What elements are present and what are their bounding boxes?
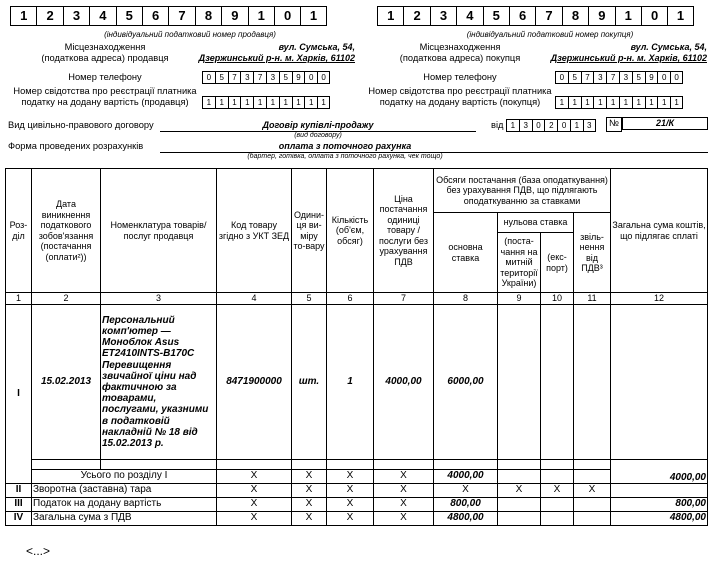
seller-cert <box>202 96 330 109</box>
digit-box: 7 <box>228 71 241 84</box>
digit-box: 4 <box>89 6 115 26</box>
digit-box: 3 <box>240 71 253 84</box>
header-section: Роз-діл <box>6 169 32 293</box>
digit-box: 2 <box>36 6 62 26</box>
digit-box: 1 <box>570 119 583 132</box>
seller-phone-label: Номер телефону <box>68 72 142 82</box>
digit-box: 1 <box>506 119 519 132</box>
invoice-table <box>5 168 708 526</box>
contract-type-caption: (вид договору) <box>294 132 342 139</box>
subtotal-basic: 4000,00 <box>434 470 498 484</box>
digit-box: 5 <box>568 71 581 84</box>
payment-caption: (бартер, готівка, оплата з поточного рахунка, чек тощо) <box>247 153 443 160</box>
digit-box: 9 <box>221 6 247 26</box>
digit-box: 2 <box>403 6 429 26</box>
digit-box: 0 <box>657 71 670 84</box>
digit-box: 7 <box>168 6 194 26</box>
header-qty: Кількість (об'єм, обсяг) <box>327 169 374 293</box>
digit-box: 0 <box>557 119 570 132</box>
digit-box: 1 <box>581 96 594 109</box>
buyer-address: вул. Сумська, 54, Дзержинський р-н. м. Харків, 61102 <box>550 42 707 63</box>
contract-date-label: від <box>491 120 504 130</box>
table-row: III Податок на додану вартість X X X X 800,00 800,00 <box>6 498 708 512</box>
buyer-tax-number <box>377 6 694 26</box>
row1-code: 8471900000 <box>217 305 292 460</box>
digit-box: 9 <box>292 71 305 84</box>
buyer-phone-label: Номер телефону <box>423 72 497 82</box>
payment-value: оплата з поточного рахунка <box>278 141 412 151</box>
digit-box: 7 <box>606 71 619 84</box>
digit-box: 1 <box>657 96 670 109</box>
row1-date: 15.02.2013 <box>32 305 101 460</box>
digit-box: 1 <box>667 6 693 26</box>
digit-box: 8 <box>562 6 588 26</box>
header-zero-rate: нульова ставка <box>498 213 574 233</box>
contract-type-value: Договір купівлі-продажу <box>262 120 374 130</box>
digit-box: 1 <box>300 6 326 26</box>
header-nomenclature: Номенклатура товарів/ послуг продавця <box>101 169 217 293</box>
header-export: (екс-порт) <box>541 233 574 293</box>
row1-unit: шт. <box>292 305 327 460</box>
digit-box: 1 <box>317 96 330 109</box>
digit-box: 7 <box>535 6 561 26</box>
digit-box: 3 <box>266 71 279 84</box>
digit-box: 0 <box>532 119 545 132</box>
digit-box: 1 <box>10 6 36 26</box>
digit-box: 1 <box>202 96 215 109</box>
digit-box: 1 <box>619 96 632 109</box>
digit-box: 1 <box>215 96 228 109</box>
digit-box: 0 <box>202 71 215 84</box>
table-row: IV Загальна сума з ПДВ X X X X 4800,00 4800,00 <box>6 512 708 526</box>
buyer-phone <box>555 71 683 84</box>
digit-box: 9 <box>645 71 658 84</box>
digit-box: 1 <box>632 96 645 109</box>
digit-box: 1 <box>228 96 241 109</box>
row1-price: 4000,00 <box>374 305 434 460</box>
digit-box: 0 <box>317 71 330 84</box>
contract-date <box>506 119 596 132</box>
digit-box: 7 <box>253 71 266 84</box>
seller-tax-number-caption: (індивідуальний податковий номер продавця) <box>104 30 276 39</box>
digit-box: 1 <box>555 96 568 109</box>
column-numbers-row: 1 2 3 4 5 6 7 8 9 10 11 12 <box>6 293 708 305</box>
row1-section: I <box>6 305 32 484</box>
digit-box: 1 <box>377 6 403 26</box>
header-total: Загальна сума коштів, що підлягає сплаті <box>611 169 708 293</box>
digit-box: 1 <box>292 96 305 109</box>
digit-box: 3 <box>583 119 596 132</box>
buyer-tax-number-caption: (індивідуальний податковий номер покупця) <box>466 30 634 39</box>
digit-box: 0 <box>670 71 683 84</box>
digit-box: 1 <box>279 96 292 109</box>
seller-cert-label: Номер свідотства про реєстрації платника податку на додану вартість (продавця) <box>13 86 197 107</box>
digit-box: 1 <box>670 96 683 109</box>
row1-nomenclature: Персональний комп'ютер — Моноблок Asus ET2410INTS-B170C Перевищення звичайної ціни над фактичною за товарами, послугами, указними в податковій накладній № 18 від 15.02.2013 р. <box>101 305 217 460</box>
table-row: II Зворотна (заставна) тара X X X X X X X X <box>6 484 708 498</box>
buyer-cert <box>555 96 683 109</box>
seller-phone <box>202 71 330 84</box>
contract-number-value: 21/К <box>622 117 708 130</box>
digit-box: 1 <box>266 96 279 109</box>
buyer-location-label: Місцезнаходження (податкова адреса) покупця <box>399 42 521 63</box>
digit-box: 3 <box>593 71 606 84</box>
table-row <box>6 305 708 460</box>
subtotal-row: Усього по розділу І X X X X 4000,00 <box>6 470 708 484</box>
digit-box: 1 <box>253 96 266 109</box>
digit-box: 1 <box>606 96 619 109</box>
digit-box: 9 <box>588 6 614 26</box>
digit-box: 1 <box>304 96 317 109</box>
header-code: Код товару згідно з УКТ ЗЕД <box>217 169 292 293</box>
buyer-cert-label: Номер свідотства про реєстрації платника податку на додану вартість (покупця) <box>368 86 552 107</box>
contract-type-label: Вид цивільно-правового договору <box>8 120 154 130</box>
payment-label: Форма проведених розрахунків <box>8 141 144 151</box>
digit-box: 6 <box>509 6 535 26</box>
header-date: Дата виникнення податкового зобов'язання (постачання (оплати²)) <box>32 169 101 293</box>
digit-box: 0 <box>274 6 300 26</box>
seller-location-label: Місцезнаходження (податкова адреса) продавця <box>41 42 169 63</box>
subtotal-total: 4000,00 <box>611 460 708 484</box>
digit-box: 5 <box>279 71 292 84</box>
digit-box: 4 <box>456 6 482 26</box>
header-customs: (поста-чання на митній території України) <box>498 233 541 293</box>
digit-box: 8 <box>195 6 221 26</box>
digit-box: 5 <box>215 71 228 84</box>
contract-number-label: № <box>606 117 622 132</box>
digit-box: 6 <box>142 6 168 26</box>
digit-box: 1 <box>240 96 253 109</box>
digit-box: 3 <box>619 71 632 84</box>
row1-basic: 6000,00 <box>434 305 498 460</box>
ellipsis: <...> <box>26 544 51 558</box>
header-volumes: Обсяги постачання (база оподаткування) без урахування ПДВ, що підлягають оподаткуванню за ставками <box>434 169 611 213</box>
header-exempt: звіль-нення від ПДВ³ <box>574 213 611 293</box>
digit-box: 5 <box>483 6 509 26</box>
header-basic-rate: основна ставка <box>434 213 498 293</box>
digit-box: 5 <box>116 6 142 26</box>
digit-box: 1 <box>615 6 641 26</box>
header-price: Ціна постачання одиниці товару / послуги без урахування ПДВ <box>374 169 434 293</box>
digit-box: 0 <box>555 71 568 84</box>
header-unit: Одини-ця ви-міру то-вару <box>292 169 327 293</box>
digit-box: 0 <box>641 6 667 26</box>
seller-tax-number <box>10 6 327 26</box>
digit-box: 3 <box>63 6 89 26</box>
digit-box: 1 <box>248 6 274 26</box>
digit-box: 1 <box>593 96 606 109</box>
digit-box: 7 <box>581 71 594 84</box>
digit-box: 2 <box>544 119 557 132</box>
digit-box: 3 <box>519 119 532 132</box>
digit-box: 5 <box>632 71 645 84</box>
row1-qty: 1 <box>327 305 374 460</box>
seller-address: вул. Сумська, 54, Дзержинський р-н. м. Харків, 61102 <box>198 42 355 63</box>
digit-box: 1 <box>568 96 581 109</box>
digit-box: 3 <box>430 6 456 26</box>
subtotal-label: Усього по розділу І <box>32 470 217 484</box>
digit-box: 0 <box>304 71 317 84</box>
digit-box: 1 <box>645 96 658 109</box>
